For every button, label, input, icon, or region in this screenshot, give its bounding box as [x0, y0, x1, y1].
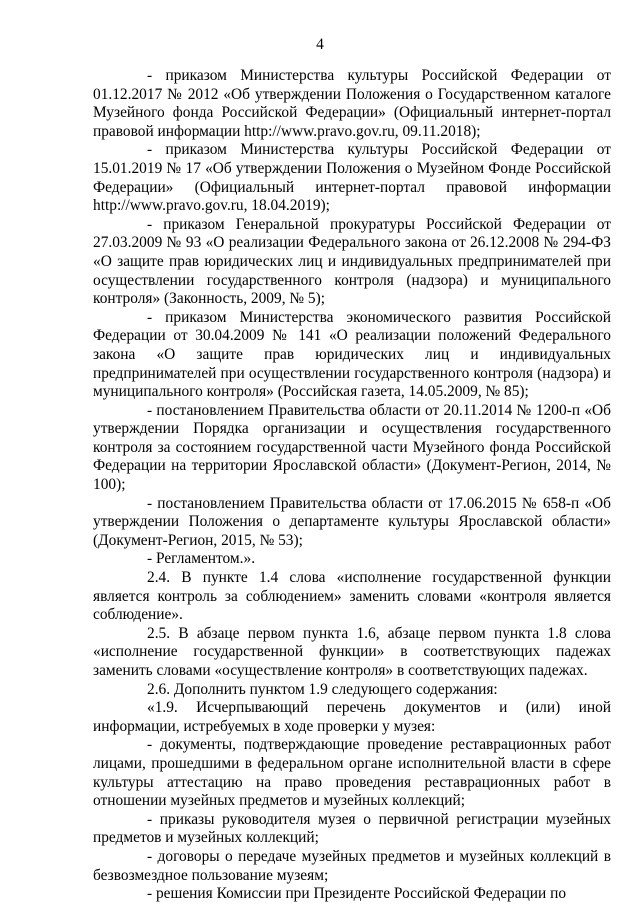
- paragraph-order-mincult-17: - приказом Министерства культуры Российской Федерации от 15.01.2019 № 17 «Об утверждении Положения о Музейном Фонде Российской Федерации» (Официальный интернет-портал правовой информации http://www.pravo.gov.ru, 18.04.2019);: [93, 141, 611, 215]
- paragraph-item-2-6: 2.6. Дополнить пунктом 1.9 следующего содержания:: [147, 680, 498, 698]
- paragraph-resolution-1200p: - постановлением Правительства области от 20.11.2014 № 1200-п «Об утверждении Порядка организации и осуществления государственного контроля за состоянием государственной части Музейного фонда Российской Федерации на территории Ярославской области» (Документ-Регион, 2014, № 100);: [93, 401, 611, 494]
- paragraph-item-2-5: 2.5. В абзаце первом пункта 1.6, абзаце первом пункта 1.8 слова «исполнение государственной функции» в соответствующих падежах заменить словами «осуществление контроля» в соответствующих падежах.: [93, 624, 611, 679]
- paragraph-list-commission-decisions: - решения Комиссии при Президенте Российской Федерации по: [147, 885, 567, 903]
- paragraph-list-restoration-docs: - документы, подтверждающие проведение реставрационных работ лицами, прошедшими в федеральном органе исполнительной власти в сфере культуры аттестацию на право проведения реставрационных работ в отношении музейных предметов и музейных коллекций;: [93, 736, 611, 810]
- paragraph-item-1-9: «1.9. Исчерпывающий перечень документов и (или) иной информации, истребуемых в ходе проверки у музея:: [93, 699, 611, 735]
- paragraph-order-mineconomy-141: - приказом Министерства экономического развития Российской Федерации от 30.04.2009 № 141 «О реализации положений Федерального закона «О защите прав юридических лиц и индивидуальных предпринимателей при осуществлении государственного контроля (надзора) и муниципального контроля» (Российская газета, 14.05.2009, № 85);: [93, 308, 611, 401]
- paragraph-item-2-4: 2.4. В пункте 1.4 слова «исполнение государственной функции является контроль за соблюдением» заменить словами «контроля является соблюдение».: [93, 569, 611, 624]
- page-number: 4: [316, 36, 324, 53]
- paragraph-list-transfer-contracts: - договоры о передаче музейных предметов и музейных коллекций в безвозмездное пользование музеям;: [93, 847, 611, 884]
- paragraph-resolution-658p: - постановлением Правительства области от 17.06.2015 № 658-п «Об утверждении Положения о департаменте культуры Ярославской области» (Документ-Регион, 2015, № 53);: [93, 494, 611, 549]
- paragraph-order-prosecutor-93: - приказом Генеральной прокуратуры Российской Федерации от 27.03.2009 № 93 «О реализации Федерального закона от 26.12.2008 № 294-ФЗ «О защите прав юридических лиц и индивидуальных предпринимателей при осуществлении государственного контроля (надзора) и муниципального контроля» (Законность, 2009, № 5);: [93, 215, 611, 308]
- document-body: [93, 67, 611, 904]
- paragraph-order-mincult-2012: - приказом Министерства культуры Российской Федерации от 01.12.2017 № 2012 «Об утверждении Положения о Государственном каталоге Музейного фонда Российской Федерации» (Официальный интернет-портал правовой информации http://www.pravo.gov.ru, 09.11.2018);: [93, 67, 611, 140]
- paragraph-reglament: - Регламентом.».: [147, 550, 256, 568]
- paragraph-list-director-orders: - приказы руководителя музея о первичной регистрации музейных предметов и музейных коллекций;: [93, 810, 611, 847]
